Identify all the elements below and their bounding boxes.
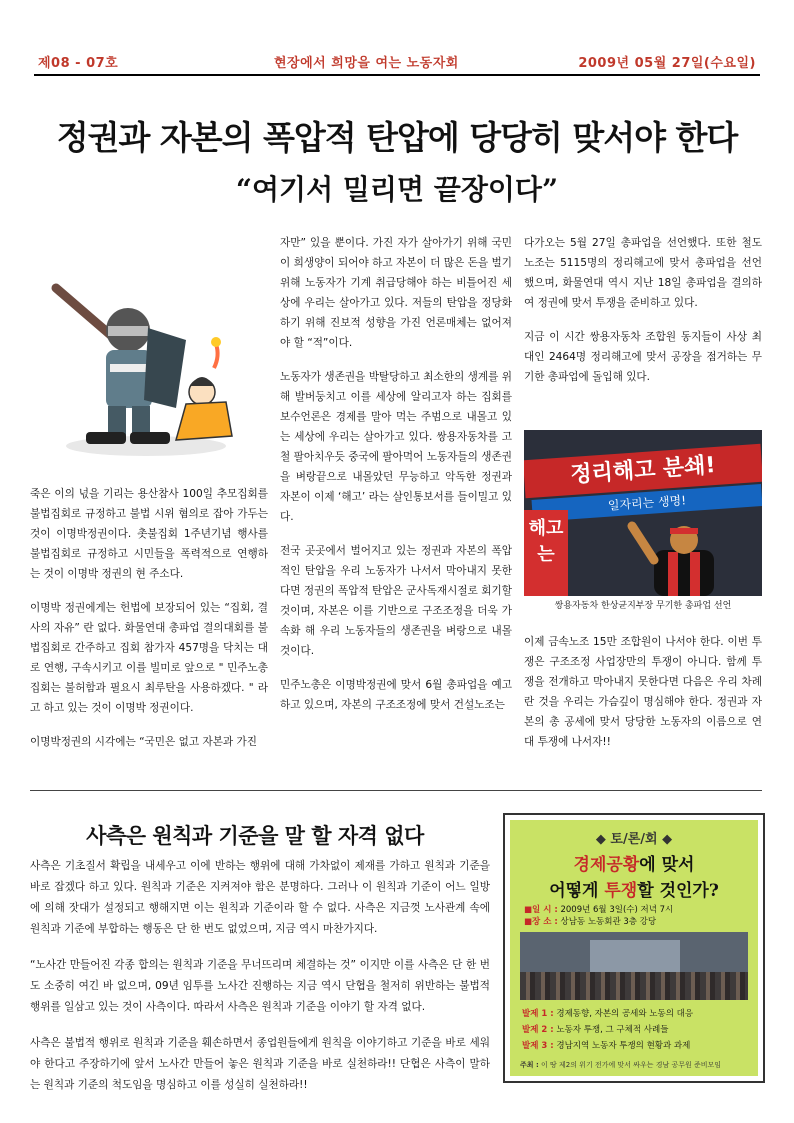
- organization-name: 현장에서 희망을 여는 노동자회: [274, 56, 459, 71]
- poster-title-text: 어떻게: [549, 881, 605, 901]
- article-column-2: [280, 233, 512, 729]
- photo-banner-sub: 일자리는 생명!: [532, 484, 762, 522]
- speaker-figure: [624, 520, 734, 596]
- paragraph: 다가오는 5월 27일 총파업을 선언했다. 또한 철도노조는 5115명의 정리해고에 맞서 총파업을 선언했으며, 화물연대 역시 지난 18일 총파업을 결의하여 정권에 맞서 투쟁을 준비하고 있다.: [524, 237, 762, 309]
- poster-title-line1: [510, 850, 758, 875]
- section-title: 사측은 원칙과 기준을 말 할 자격 없다: [86, 824, 424, 848]
- paragraph: “노사간 만들어진 각종 합의는 원칙과 기준을 무너뜨리며 체결하는 것” 이지만 이를 사측은 단 한 번도 소중히 여긴 바 없으며, 09년 임투를 노사간 진행하는 지금 역시 단협을 철저히 위반하는 불법적 행위를 일삼고 있는 것이 사측이다. 따라서 사측은 원칙과 기준을 이야기 할 자격 없다.: [30, 959, 490, 1013]
- poster-topic: 발제 2 : 노동자 투쟁, 그 구체적 사례들: [522, 1025, 669, 1035]
- poster-logo: ◆ 토/론/회 ◆: [595, 832, 673, 847]
- poster-event-info: [524, 904, 752, 928]
- article-column-3: [524, 233, 762, 401]
- paragraph: 사측은 기초질서 확립을 내세우고 이에 반하는 행위에 대해 가차없이 제재를 가하고 원칙과 기준을 바로 잡겠다 하고 있다. 원칙과 기준은 지켜져야 함은 분명하다. 그러나 이 원칙과 기준이 어느 일방에 의해 잣대가 설정되고 행해지면 이는 원칙과 기준이라 할 수 없다. 사측은 지금껏 노사관계 속에 원칙과 기준에 부합하는 행동은 단 한 번도 없었으며, 지금 역시 마찬가지다.: [30, 860, 490, 935]
- main-headline: 정권과 자본의 폭압적 탄압에 당당히 맞서야 한다: [56, 118, 738, 157]
- newsletter-header: [34, 50, 760, 76]
- forum-poster: [503, 813, 765, 1083]
- paragraph: 이명박 정권에게는 헌법에 보장되어 있는 “집회, 결사의 자유” 란 없다. 화물연대 총파업 결의대회를 불법집회로 간주하고 집회 참가자 457명을 닥치는 대로 연행, 구속시키고 이를 빌미로 앞으로 " 민주노총 집회는 불허함과 필요시 최루탄을 사용하겠다. " 라고 하고 있는 것이 이명박 정권이다.: [30, 602, 268, 714]
- paragraph: 지금 이 시간 쌍용자동차 조합원 동지들이 사상 최대인 2464명 정리해고에 맞서 공장을 점거하는 무기한 총파업에 돌입해 있다.: [524, 331, 762, 383]
- paragraph: 전국 곳곳에서 벌어지고 있는 정권과 자본의 폭압적인 탄압을 우리 노동자가 나서서 막아내지 못한다면 정권의 폭압적 탄압은 군사독재시절로 회기할 것이며, 자본은 이를 기반으로 구조조정을 더욱 가속화 해 우리 노동자들의 생존권을 벼랑으로 내몰 것이다.: [280, 545, 512, 657]
- riot-police-cartoon: [36, 268, 260, 464]
- paragraph: 사측은 불법적 행위로 원칙과 기준을 훼손하면서 종업원들에게 원칙을 이야기하고 기준을 바로 세워야 한다고 주장하기에 앞서 노사간 만들어 놓은 원칙과 기준을 바로 실천하라!! 단협은 사측이 말하는 원칙과 기준의 척도임을 명심하고 이를 성실히 실천하라!!: [30, 1037, 490, 1091]
- section-body: [30, 856, 490, 1111]
- poster-topic: 발제 3 : 경남지역 노동자 투쟁의 현황과 과제: [522, 1041, 691, 1051]
- article-column-1: [30, 484, 268, 766]
- poster-where: 상남동 노동회관 3층 강당: [560, 917, 657, 927]
- paragraph: 노동자가 생존권을 박탈당하고 최소한의 생계를 위해 발버둥치고 이를 세상에 알리고자 하는 집회를 보수언론은 경제를 말아 먹는 주범으로 내몰고 있는 세상에 우리는 살아가고 있다. 쌍용자동차를 고철 팔아치우듯 중국에 팔아먹어 노동자들의 생존권을 벼랑끝으로 내몰았던 무능하고 악독한 정권과 자본이 이제 ‘해고’ 라는 살인통보서를 들이밀고 있다.: [280, 371, 512, 523]
- poster-title-text: 할 것인가?: [637, 881, 719, 901]
- strike-declaration-photo: [524, 430, 762, 596]
- poster-rally-photo: [520, 932, 748, 1000]
- sub-headline: “여기서 밀리면 끝장이다”: [235, 173, 559, 206]
- paragraph: 이명박정권의 시각에는 “국민은 없고 자본과 가진: [30, 736, 257, 748]
- poster-topics: [522, 1006, 752, 1054]
- poster-title-text: 에 맞서: [639, 855, 695, 875]
- poster-host: 주최 : 이 땅 제2의 위기 전가에 맞서 싸우는 경남 공무원 준비모임: [520, 1061, 722, 1069]
- paragraph: 자만” 있을 뿐이다. 가진 자가 살아가기 위해 국민이 희생양이 되어야 하고 자본이 더 많은 돈을 벌기 위해 노동자가 기계 취급당해야 하는 비틀어진 세상에 우리는 살아가고 있다. 저들의 탄압을 정당화하기 위해 진보적 성향을 가진 언론매체는 없어져야 할 “적”이다.: [280, 237, 512, 349]
- issue-date: 2009년 05월 27일(수요일): [578, 56, 756, 71]
- paragraph: 죽은 이의 넋을 기리는 용산참사 100일 추모집회를 불법집회로 규정하고 불법 시위 혐의로 잡아 가두는 것이 이명박정권이다. 촛불집회 1주년기념 행사를 불법집회로 규정하고 시민들을 폭력적으로 연행하는 것이 이명박 정권의 현 주소다.: [30, 488, 268, 580]
- poster-panel: [510, 820, 758, 1076]
- poster-title-highlight: 경제공황: [573, 855, 640, 875]
- paragraph: 이제 금속노조 15만 조합원이 나서야 한다. 이번 투쟁은 구조조정 사업장만의 투쟁이 아니다. 함께 투쟁을 전개하고 막아내지 못한다면 다음은 우리 차례란 것을 우리는 가슴깊이 명심해야 한다. 정권과 자본의 총 공세에 맞서 당당한 노동자의 이름으로 연대 투쟁에 나서자!!: [524, 636, 762, 748]
- poster-when-label: ■일 시 :: [524, 905, 558, 915]
- poster-title-highlight: 투쟁: [604, 881, 638, 901]
- issue-number: 제08 - 07호: [38, 56, 119, 71]
- poster-title-line2: [510, 876, 758, 901]
- section-divider: [30, 790, 762, 791]
- article-column-3-continued: [524, 632, 762, 766]
- poster-where-label: ■장 소 :: [524, 917, 558, 927]
- photo-banner-main: 정리해고 분쇄!: [524, 444, 762, 499]
- photo-caption: 쌍용자동차 한상균지부장 무기한 총파업 선언: [554, 601, 732, 611]
- paragraph: 민주노총은 이명박정권에 맞서 6월 총파업을 예고하고 있으며, 자본의 구조조정에 맞서 건설노조는: [280, 679, 512, 711]
- photo-crowd: [520, 972, 748, 1000]
- poster-when: 2009년 6월 3일(수) 저녁 7시: [560, 905, 674, 915]
- photo-banner-side: 해고는: [524, 510, 568, 596]
- poster-topic: 발제 1 : 경제동향, 자본의 공세와 노동의 대응: [522, 1009, 694, 1019]
